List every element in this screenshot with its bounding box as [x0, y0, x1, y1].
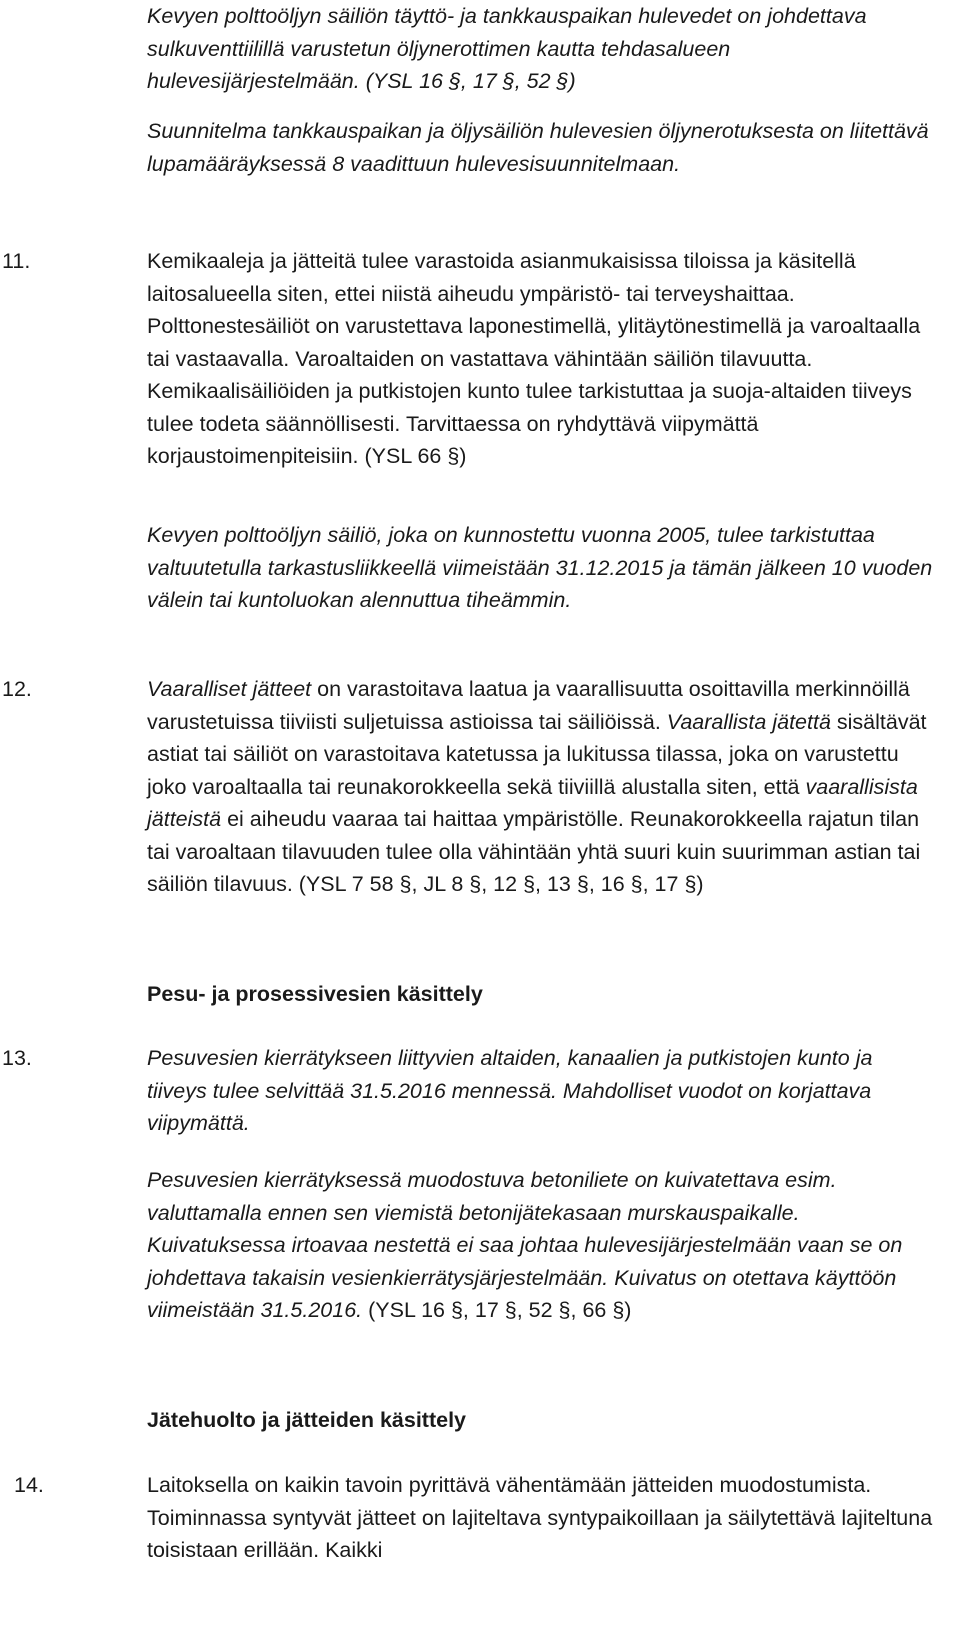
- item-13-text-2: [147, 1164, 937, 1327]
- item-11-note: Kevyen polttoöljyn säiliö, joka on kunnostettu vuonna 2005, tulee tarkistuttaa valtuutetulla tarkastusliikkeellä viimeistään 31.12.2015 ja tämän jälkeen 10 vuoden välein tai kuntoluokan alennuttua tiheämmin.: [147, 523, 933, 612]
- term-hazardous-waste-2: Vaarallista jätettä: [666, 709, 831, 734]
- item-12-sentence-2: sisältävät astiat tai säiliöt on varastoitava katetussa ja lukitussa tilassa, joka on varustettu joko varoaltaalla tai reunakorokkeella sekä tiiviillä alustalla siten, että: [147, 709, 927, 799]
- item-number-14: 14.: [14, 1473, 44, 1497]
- item-13-references: (YSL 16 §, 17 §, 52 §, 66 §): [362, 1298, 632, 1322]
- section-heading-washing-water: Pesu- ja prosessivesien käsittely: [147, 982, 483, 1006]
- item-12-text: [147, 673, 937, 901]
- item-number-12: 12.: [2, 677, 32, 701]
- term-hazardous-waste-3: vaarallisista jätteistä: [147, 774, 918, 831]
- item-14-text: Laitoksella on kaikin tavoin pyrittävä vähentämään jätteiden muodostumista. Toiminnassa syntyvät jätteet on lajiteltava syntypaikoillaan ja säilytettävä lajiteltuna toisistaan erillään. Kaikki: [147, 1473, 933, 1562]
- item-number-13: 13.: [2, 1046, 32, 1070]
- term-hazardous-waste: Vaaralliset jätteet: [147, 677, 312, 701]
- paragraph-fuel-tank-stormwater: Kevyen polttoöljyn säiliön täyttö- ja tankkauspaikan hulevedet on johdettava sulkuventtiilillä varustetun öljynerottimen kautta tehdasalueen hulevesijärjestelmään. (YSL 16 §, 17 §, 52 §): [147, 4, 867, 93]
- item-12-sentence-3: ei aiheudu vaaraa tai haittaa ympäristölle. Reunakorokkeella rajatun tilan tai varoaltaan tilavuuden tulee olla vähintään yhtä suuri kuin suurimman astian tai säiliön tilavuus. (YSL 7 58 §, JL 8 §, 12 §, 13 §, 16 §, 17 §): [147, 807, 921, 896]
- paragraph-stormwater-plan: Suunnitelma tankkauspaikan ja öljysäiliön hulevesien öljynerotuksesta on liitettävä lupamääräyksessä 8 vaadittuun hulevesisuunnitelmaan.: [147, 119, 929, 176]
- item-11-text: Kemikaaleja ja jätteitä tulee varastoida asianmukaisissa tiloissa ja käsitellä laitosalueella siten, ettei niistä aiheudu ympäristö- tai terveyshaittaa. Polttonestesäiliöt on varustettava laponestimellä, ylitäytönestimellä ja varoaltaalla tai vastaavalla. Varoaltaiden on vastattava vähintään säiliön tilavuutta. Kemikaalisäiliöiden ja putkistojen kunto tulee tarkistuttaa ja suoja-altaiden tiiveys tulee todeta säännöllisesti. Tarvittaessa on ryhdyttävä viipymättä korjaustoimenpiteisiin. (YSL 66 §): [147, 249, 921, 468]
- item-12-sentence-1: on varastoitava laatua ja vaarallisuutta osoittavilla merkinnöillä varustetuissa tiiviisti suljetuissa astioissa tai säiliöissä.: [147, 677, 910, 734]
- item-13-concrete-sludge-text: Pesuvesien kierrätyksessä muodostuva betoniliete on kuivatettava esim. valuttamalla ennen sen viemistä betonijätekasaan murskauspaikalle. Kuivatuksessa irtoavaa nestettä ei saa johtaa hulevesijärjestelmään vaan se on johdettava takaisin vesienkierrätysjärjestelmään. Kuivatus on otettava käyttöön viimeistään 31.5.2016.: [147, 1168, 903, 1322]
- section-heading-waste-management: Jätehuolto ja jätteiden käsittely: [147, 1408, 467, 1432]
- item-13-text-1: Pesuvesien kierrätykseen liittyvien altaiden, kanaalien ja putkistojen kunto ja tiiveys tulee selvittää 31.5.2016 mennessä. Mahdolliset vuodot on korjattava viipymättä.: [147, 1046, 873, 1135]
- item-number-11: 11.: [2, 249, 31, 273]
